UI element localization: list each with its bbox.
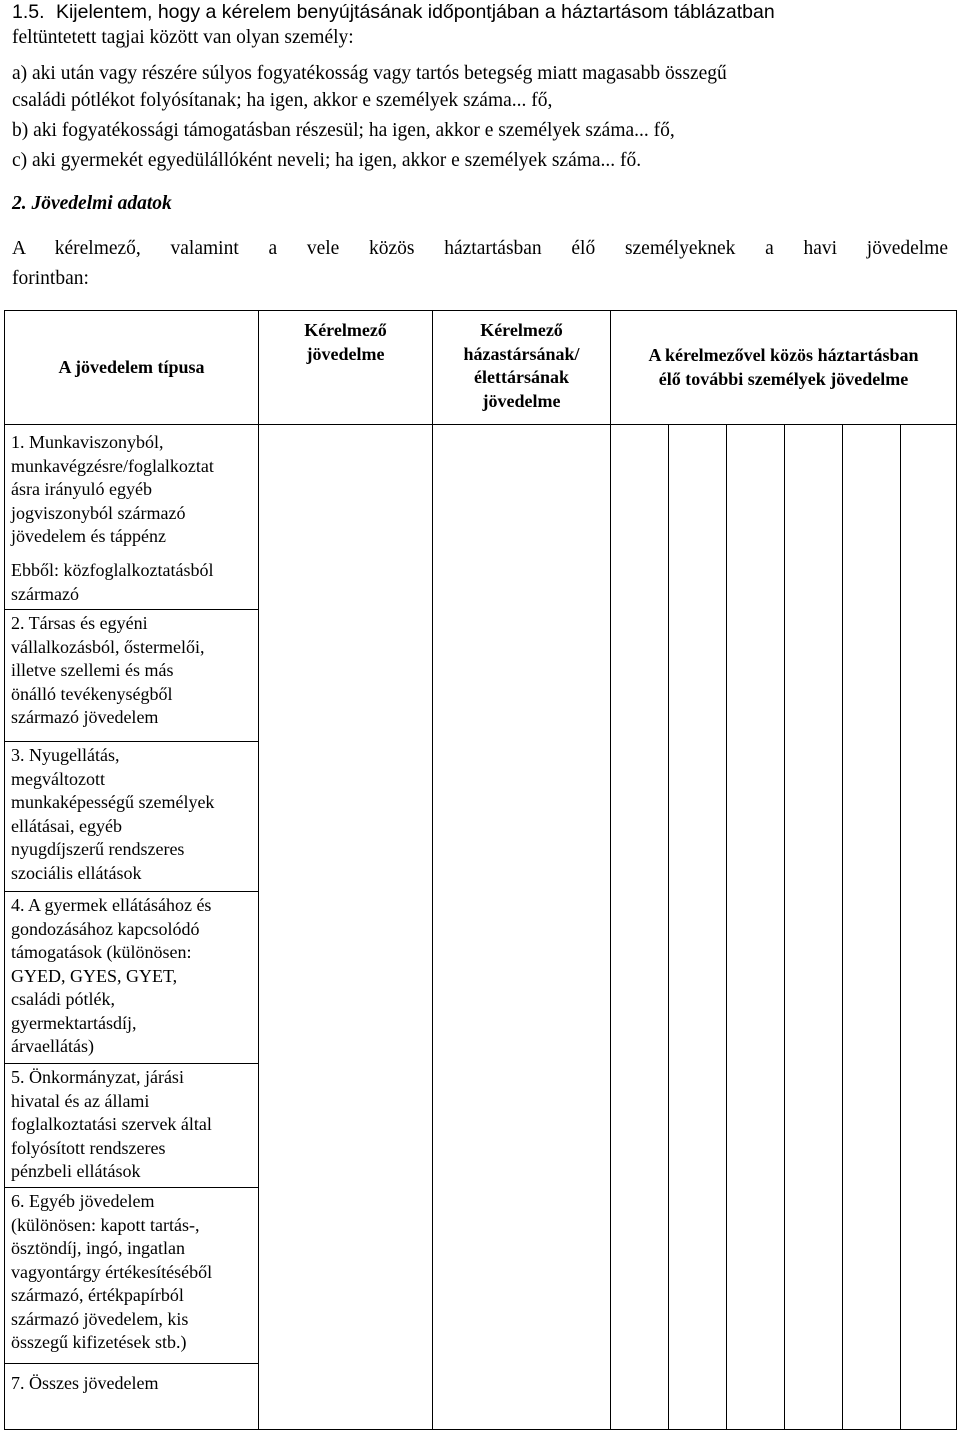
declaration-item-c [12,149,948,173]
income-type-line: származó [11,583,79,604]
header-income-type: A jövedelem típusa [5,311,259,425]
income-type-column [5,425,259,1430]
household-member-field-2[interactable] [669,425,727,1430]
household-member-field-5[interactable] [843,425,901,1430]
section-intro-line2: forintban: [12,268,89,289]
row-total [5,1363,258,1429]
spouse-income-field[interactable] [433,425,611,1430]
income-type-line: szociális ellátások [11,862,142,883]
income-type-line: önálló tevékenységből [11,683,173,704]
income-type-line: vagyontárgy értékesítéséből [11,1261,213,1282]
section-heading: 2. Jövedelmi adatok [12,193,172,214]
table-header-row [5,311,957,425]
income-type-line: GYED, GYES, GYET, [11,965,178,986]
income-type-line: származó jövedelem, kis [11,1308,189,1329]
income-type-line: munkavégzésre/foglalkoztat [11,455,214,476]
section-intro-line1: A kérelmező, valamint a vele közös háztartásban élő személyeknek a havi jövedelme [12,238,948,259]
row-municipal-benefits [5,1063,258,1187]
income-type-line: (különösen: kapott tartás-, [11,1214,200,1235]
income-type-line: illetve szellemi és más [11,660,174,680]
income-type-line: származó jövedelem [11,707,159,727]
declaration-item-a-text: családi pótlékot folyósítanak; ha igen, akkor e személyek száma [12,90,512,111]
income-type-line: jövedelem és táppénz [11,526,166,546]
table-body-row [5,425,957,1430]
income-type-line: nyugdíjszerű rendszeres [11,839,185,859]
income-type-line: 7. Összes jövedelem [11,1373,159,1393]
income-type-line: hivatal és az állami [11,1090,150,1111]
header-household-members: A kérelmezővel közös háztartásban élő további személyek jövedelme [611,311,957,425]
income-type-line: 6. Egyéb jövedelem [11,1191,155,1211]
declaration-item-a-line1: a) aki után vagy részére súlyos fogyatékosság vagy tartós betegség miatt magasabb összegű [12,63,727,84]
income-type-line: megváltozott [11,768,105,789]
income-type-line: gyermektartásdíj, [11,1012,137,1033]
declaration-number: 1.5. [12,1,45,23]
income-type-line: folyósított rendszeres [11,1137,166,1158]
income-type-line: munkaképességű személyek [11,792,215,812]
income-table [4,310,957,1430]
household-member-field-1[interactable] [611,425,669,1430]
income-type-line: összegű kifizetések stb.) [11,1332,187,1352]
declaration-item-b-count-field[interactable]: ... fő, [634,120,675,141]
income-type-line: vállalkozásból, őstermelői, [11,636,205,657]
declaration-intro-line2: feltüntetett tagjai között van olyan személy: [12,27,354,48]
income-type-line: 1. Munkaviszonyból, [11,432,164,452]
declaration-item-a-line2 [12,89,948,113]
income-type-line: foglalkoztatási szervek által [11,1114,212,1134]
income-type-line: jogviszonyból származó [11,502,186,523]
household-member-field-6[interactable] [901,425,957,1430]
declaration-item-a-count-field[interactable]: ... fő, [511,90,553,111]
income-type-line: árvaellátás) [11,1036,94,1056]
income-type-line: ellátásai, egyéb [11,815,122,836]
header-spouse: Kérelmező házastársának/ élettársának jövedelme [433,311,611,425]
income-type-line: ásra irányuló egyéb [11,479,152,499]
income-type-line: ösztöndíj, ingó, ingatlan [11,1238,185,1258]
household-member-field-4[interactable] [785,425,843,1430]
income-type-line: származó, értékpapírból [11,1285,184,1305]
income-type-line: gondozásához kapcsolódó [11,918,200,939]
row-pension [5,741,258,891]
declaration-item-c-count-field[interactable]: ... fő. [600,150,642,171]
declaration-item-b [12,119,948,143]
household-member-field-3[interactable] [727,425,785,1430]
row-other-income [5,1187,258,1363]
income-type-line: 2. Társas és egyéni [11,613,148,633]
row-child-support [5,891,258,1063]
income-type-line: Ebből: közfoglalkoztatásból [11,560,214,580]
declaration-intro-line1 [12,0,948,24]
income-type-line: 3. Nyugellátás, [11,745,120,765]
income-type-line: 4. A gyermek ellátásához és [11,895,212,915]
row-employment [5,425,258,557]
income-type-line: pénzbeli ellátások [11,1161,141,1181]
row-public-work [5,557,258,609]
row-enterprise [5,609,258,741]
income-type-line: támogatások (különösen: [11,942,192,962]
declaration-item-c-text: c) aki gyermekét egyedülállóként neveli; ha igen, akkor e személyek száma [12,150,601,171]
declaration-item-b-text: b) aki fogyatékossági támogatásban részesül; ha igen, akkor e személyek száma [12,120,635,141]
header-applicant: Kérelmező jövedelme [259,311,433,425]
income-type-line: családi pótlék, [11,989,115,1009]
income-type-line: 5. Önkormányzat, járási [11,1067,184,1087]
declaration-intro-text: Kijelentem, hogy a kérelem benyújtásának időpontjában a háztartásom táblázatban [55,1,775,23]
applicant-income-field[interactable] [259,425,433,1430]
